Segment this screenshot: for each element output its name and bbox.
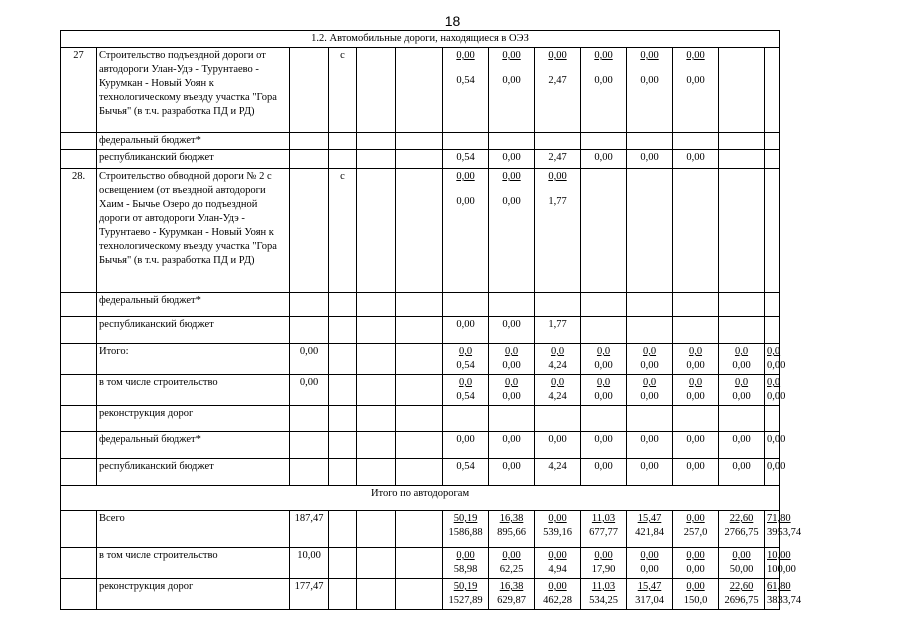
row-label: федеральный бюджет* [97,133,290,150]
value-cell: 0,00 [765,459,780,486]
table-row [61,579,780,610]
value-cell: 0,0 0,54 [443,375,489,406]
value-cell: 71,80 3953,74 [765,511,780,548]
row-label: федеральный бюджет* [97,432,290,459]
value-cell: 0,00 [489,150,535,169]
value-cell: 2,47 [535,150,581,169]
value-cell: 0,00 [581,459,627,486]
value-cell: 22,60 2766,75 [719,511,765,548]
value-cell: 0,00 [673,459,719,486]
row-label: реконструкция дорог [97,579,290,610]
total-cell: 0,00 [290,375,329,406]
value-cell: 0,00 539,16 [535,511,581,548]
value-cell: 10,00 100,00 [765,548,780,579]
roads-total-title: Итого по автодорогам [61,486,780,511]
value-cell: 0,0 0,54 [443,344,489,375]
value-cell: 22,60 2696,75 [719,579,765,610]
section-title: 1.2. Автомобильные дороги, находящиеся в ОЭЗ [61,31,780,48]
budget-table [60,30,802,610]
value-cell: 0,0 4,24 [535,375,581,406]
row-label: Всего [97,511,290,548]
value-cell: 0,54 [443,150,489,169]
value-cell: 0,0 0,00 [673,344,719,375]
row-mark: с [329,169,357,293]
value-cell: 50,19 1586,88 [443,511,489,548]
value-cell: 0,0 0,00 [581,375,627,406]
value-cell: 0,00 0,00 [489,48,535,133]
value-cell: 0,0 0,00 [489,344,535,375]
table-row [61,459,780,486]
row-label: федеральный бюджет* [97,293,290,317]
total-cell: 0,00 [290,344,329,375]
value-cell: 0,00 0,00 [673,548,719,579]
value-cell: 0,0 0,00 [719,344,765,375]
value-cell: 0,00 [581,150,627,169]
value-cell: 4,24 [535,459,581,486]
value-cell: 0,54 [443,459,489,486]
value-cell: 0,0 0,00 [581,344,627,375]
row-label: республиканский бюджет [97,459,290,486]
table-row [61,344,780,375]
table-row [61,548,780,579]
section-header-row [61,31,780,48]
total-cell: 187,47 [290,511,329,548]
value-cell: 61,80 3833,74 [765,579,780,610]
value-cell: 0,00 0,00 [443,169,489,293]
value-cell: 16,38 629,87 [489,579,535,610]
value-cell: 0,00 [489,432,535,459]
value-cell: 1,77 [535,317,581,344]
table-row [61,511,780,548]
value-cell: 0,00 [535,432,581,459]
row-label: в том числе строительство [97,375,290,406]
page-number: 18 [444,13,461,29]
value-cell: 0,0 0,00 [627,375,673,406]
value-cell: 0,0 0,00 [719,375,765,406]
row-label: республиканский бюджет [97,150,290,169]
value-cell: 0,0 0,00 [765,375,780,406]
value-cell: 16,38 895,66 [489,511,535,548]
table-row [61,317,780,344]
value-cell: 0,0 0,00 [673,375,719,406]
value-cell: 0,0 0,00 [765,344,780,375]
row-label: республиканский бюджет [97,317,290,344]
row-label: Итого: [97,344,290,375]
value-cell: 0,00 [765,432,780,459]
value-cell: 0,00 [443,432,489,459]
value-cell: 0,00 [719,459,765,486]
value-cell: 0,00 [489,459,535,486]
table-row [61,48,780,133]
value-cell: 0,00 17,90 [581,548,627,579]
row-number: 28. [61,169,97,293]
value-cell: 0,00 [673,432,719,459]
value-cell: 0,00 2,47 [535,48,581,133]
value-cell: 0,0 0,00 [489,375,535,406]
value-cell: 11,03 677,77 [581,511,627,548]
value-cell: 0,0 0,00 [627,344,673,375]
value-cell: 0,00 0,00 [489,169,535,293]
value-cell: 0,00 150,0 [673,579,719,610]
row-name: Строительство подъездной дороги от автодороги Улан-Удэ - Турунтаево - Курумкан - Новый Уоян к технологическому въезду участка "Гора Бычья" (в т.ч. разработка ПД и РД) [97,48,290,133]
table-row [61,406,780,432]
value-cell: 0,00 4,94 [535,548,581,579]
row-mark: с [329,48,357,133]
subtotal-header-row [61,486,780,511]
table-row [61,293,780,317]
value-cell: 0,00 58,98 [443,548,489,579]
total-cell: 10,00 [290,548,329,579]
row-label: реконструкция дорог [97,406,290,432]
value-cell: 0,00 [443,317,489,344]
table-row [61,375,780,406]
value-cell: 15,47 421,84 [627,511,673,548]
value-cell: 0,00 0,00 [627,48,673,133]
table-row [61,133,780,150]
value-cell: 0,00 0,00 [673,48,719,133]
total-cell: 177,47 [290,579,329,610]
value-cell: 0,00 462,28 [535,579,581,610]
value-cell: 0,00 62,25 [489,548,535,579]
value-cell: 0,00 0,00 [627,548,673,579]
value-cell: 0,00 [627,459,673,486]
value-cell: 11,03 534,25 [581,579,627,610]
value-cell: 0,00 50,00 [719,548,765,579]
row-number: 27 [61,48,97,133]
value-cell: 0,00 [719,432,765,459]
value-cell: 0,00 [627,150,673,169]
table-row [61,169,780,293]
row-name: Строительство обводной дороги № 2 с освещением (от въездной автодороги Хаим - Бычье Озеро до подъездной дороги от автодороги Улан-Удэ - Турунтаево - Курумкан - Новый Уоян к технологическому въезду участка "Гора Бычья" (в т.ч. разработка ПД и РД) [97,169,290,293]
value-cell: 0,00 [627,432,673,459]
value-cell: 15,47 317,04 [627,579,673,610]
table-row [61,150,780,169]
value-cell: 0,00 [673,150,719,169]
value-cell: 50,19 1527,89 [443,579,489,610]
value-cell: 0,0 4,24 [535,344,581,375]
row-label: в том числе строительство [97,548,290,579]
value-cell: 0,00 257,0 [673,511,719,548]
value-cell: 0,00 0,00 [581,48,627,133]
value-cell: 0,00 0,54 [443,48,489,133]
value-cell: 0,00 [581,432,627,459]
table-row [61,432,780,459]
value-cell: 0,00 [489,317,535,344]
value-cell: 0,00 1,77 [535,169,581,293]
